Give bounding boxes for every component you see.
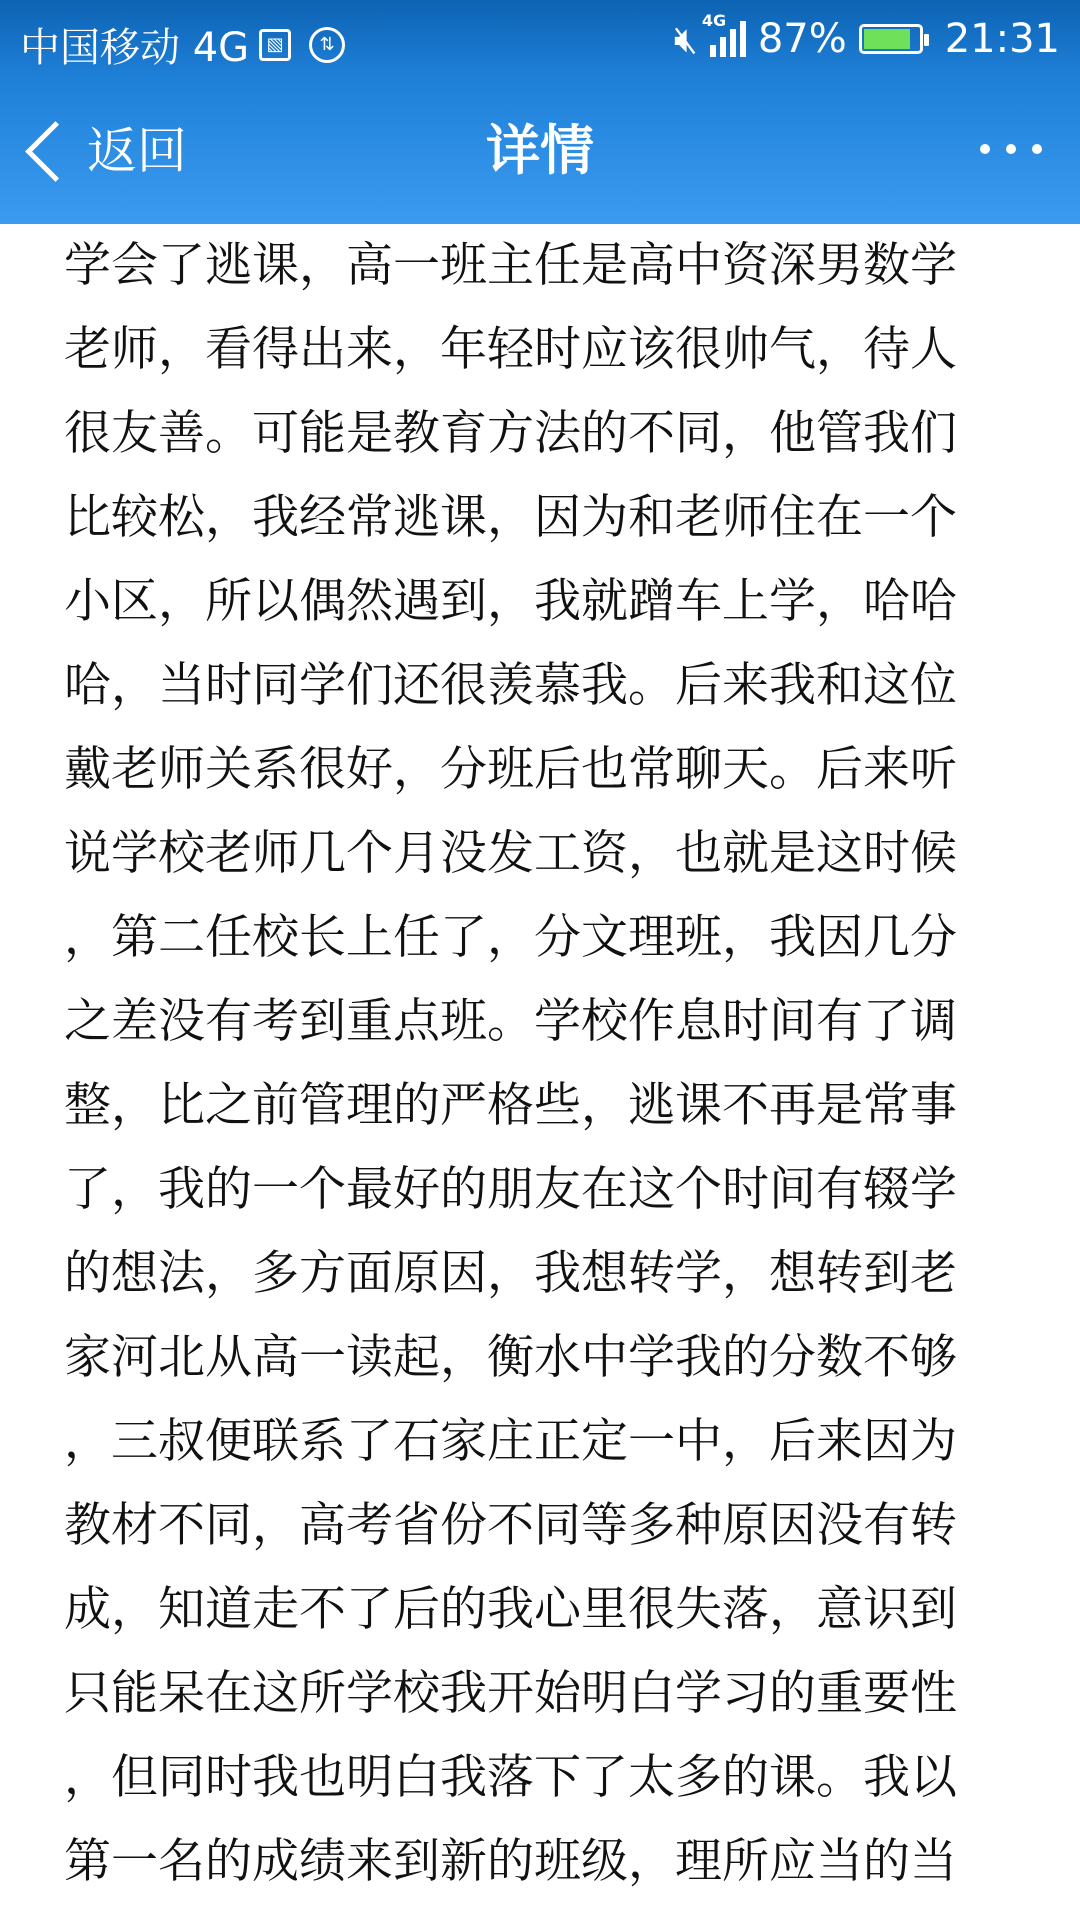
network-type-label: 4G bbox=[701, 11, 727, 30]
back-label: 返回 bbox=[87, 122, 187, 180]
article-line: 第一名的成绩来到新的班级，理所应当的当 bbox=[64, 1834, 957, 1889]
top-navigation-bar bbox=[0, 78, 1080, 224]
clock: 21:31 bbox=[944, 16, 1060, 62]
mute-icon: 🔇︎ bbox=[673, 16, 698, 61]
status-bar bbox=[0, 0, 1080, 78]
carrier-label: 中国移动 4G bbox=[20, 25, 250, 71]
article-line: 之差没有考到重点班。学校作息时间有了调 bbox=[64, 994, 957, 1049]
image-notification-icon: ▧ bbox=[259, 29, 291, 61]
battery-percent: 87% bbox=[757, 16, 847, 62]
article-line: 小区，所以偶然遇到，我就蹭车上学，哈哈 bbox=[64, 574, 957, 629]
article-line: 了，我的一个最好的朋友在这个时间有辍学 bbox=[64, 1162, 957, 1217]
article-line: 的想法，多方面原因，我想转学，想转到老 bbox=[64, 1246, 957, 1301]
article-body bbox=[64, 224, 984, 1904]
more-dot-icon bbox=[1006, 144, 1016, 154]
battery-icon bbox=[859, 24, 923, 54]
status-left bbox=[20, 16, 345, 73]
article-line: 很友善。可能是教育方法的不同，他管我们 bbox=[64, 406, 957, 461]
article-line: 戴老师关系很好，分班后也常聊天。后来听 bbox=[64, 742, 957, 797]
more-options-button[interactable] bbox=[980, 144, 1042, 154]
article-line: 家河北从高一读起，衡水中学我的分数不够 bbox=[64, 1330, 957, 1385]
article-line: 教材不同，高考省份不同等多种原因没有转 bbox=[64, 1498, 957, 1553]
article-line: 只能呆在这所学校我开始明白学习的重要性 bbox=[64, 1666, 957, 1721]
article-line: 成，知道走不了后的我心里很失落，意识到 bbox=[64, 1582, 957, 1637]
battery-fill bbox=[864, 29, 910, 49]
more-dot-icon bbox=[1032, 144, 1042, 154]
article-line: ，第二任校长上任了，分文理班，我因几分 bbox=[64, 910, 957, 965]
article-line: 学会了逃课，高一班主任是高中资深男数学 bbox=[64, 238, 957, 293]
article-line: 比较松，我经常逃课，因为和老师住在一个 bbox=[64, 490, 957, 545]
article-line: ，但同时我也明白我落下了太多的课。我以 bbox=[64, 1750, 957, 1805]
more-dot-icon bbox=[980, 144, 990, 154]
page-title: 详情 bbox=[486, 119, 594, 182]
status-right bbox=[673, 11, 1060, 62]
article-line: 整，比之前管理的严格些，逃课不再是常事 bbox=[64, 1078, 957, 1133]
data-sync-icon: ⇅ bbox=[309, 27, 345, 63]
article-line: 老师，看得出来，年轻时应该很帅气，待人 bbox=[64, 322, 957, 377]
article-line: 哈，当时同学们还很羡慕我。后来我和这位 bbox=[64, 658, 957, 713]
signal-icon bbox=[701, 11, 746, 57]
article-line: 说学校老师几个月没发工资，也就是这时候 bbox=[64, 826, 957, 881]
article-line: ，三叔便联系了石家庄正定一中，后来因为 bbox=[64, 1414, 957, 1469]
